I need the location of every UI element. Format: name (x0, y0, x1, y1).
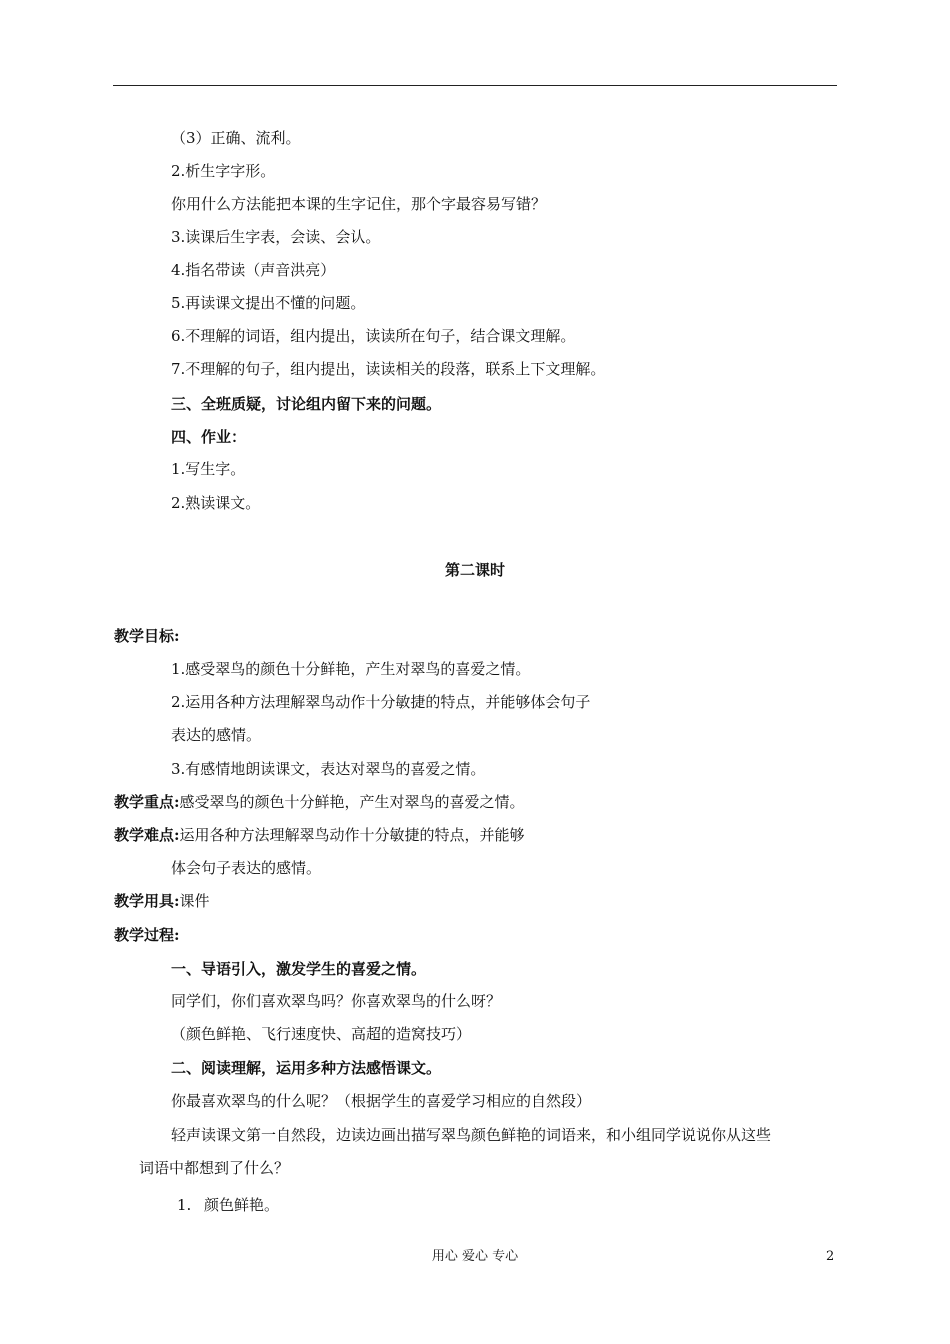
key-label: 教学重点: (114, 793, 180, 811)
section-heading: 二、阅读理解，运用多种方法感悟课文。 (171, 1059, 442, 1077)
text-line: 2.析生字字形。 (171, 162, 276, 180)
diff-label: 教学难点: (114, 826, 180, 844)
text-line: 颜色鲜艳。 (204, 1196, 280, 1214)
text-line: （3）正确、流利。 (171, 129, 301, 147)
text-line: 1.感受翠鸟的颜色十分鲜艳，产生对翠鸟的喜爱之情。 (171, 660, 531, 678)
text-line: 2.熟读课文。 (171, 494, 261, 512)
text-line: 3.有感情地朗读课文，表达对翠鸟的喜爱之情。 (171, 760, 486, 778)
text-line: 你最喜欢翠鸟的什么呢？（根据学生的喜爱学习相应的自然段） (171, 1092, 592, 1110)
key-text: 感受翠鸟的颜色十分鲜艳，产生对翠鸟的喜爱之情。 (179, 793, 525, 811)
header-rule (113, 85, 837, 86)
diff-text: 运用各种方法理解翠鸟动作十分敏捷的特点，并能够 (179, 826, 525, 844)
text-line: 3.读课后生字表，会读、会认。 (171, 228, 381, 246)
text-line: 5.再读课文提出不懂的问题。 (171, 294, 366, 312)
text-line: 同学们，你们喜欢翠鸟吗？你喜欢翠鸟的什么呀？ (171, 992, 502, 1010)
text-line: 体会句子表达的感情。 (171, 859, 322, 877)
key-point-line (114, 792, 525, 812)
text-line: 你用什么方法能把本课的生字记住，那个字最容易写错？ (171, 195, 547, 213)
difficulty-line (114, 825, 525, 845)
text-line: 4.指名带读（声音洪亮） (171, 261, 336, 279)
tool-text: 课件 (179, 892, 210, 910)
page-footer: 用心 爱心 专心 (431, 1249, 519, 1264)
text-line: 表达的感情。 (171, 726, 262, 744)
section-heading: 四、作业： (171, 428, 247, 446)
section-title: 第二课时 (444, 561, 505, 579)
section-heading: 一、导语引入，激发学生的喜爱之情。 (171, 960, 427, 978)
tool-line (114, 891, 210, 911)
text-line: 7.不理解的句子，组内提出，读读相关的段落，联系上下文理解。 (171, 360, 606, 378)
text-line: （颜色鲜艳、飞行速度快、高超的造窝技巧） (171, 1025, 472, 1043)
goal-label: 教学目标: (114, 627, 180, 645)
text-line: 2.运用各种方法理解翠鸟动作十分敏捷的特点，并能够体会句子 (171, 693, 591, 711)
process-label: 教学过程: (114, 926, 180, 944)
section-heading: 三、全班质疑，讨论组内留下来的问题。 (171, 395, 442, 413)
text-line: 1.写生字。 (171, 460, 246, 478)
list-number: 1. (177, 1196, 192, 1214)
text-line: 轻声读课文第一自然段，边读边画出描写翠鸟颜色鲜艳的词语来，和小组同学说说你从这些 (171, 1126, 772, 1144)
page-number: 2 (826, 1249, 835, 1264)
tool-label: 教学用具: (114, 892, 180, 910)
text-line: 6.不理解的词语，组内提出，读读所在句子，结合课文理解。 (171, 327, 576, 345)
text-line: 词语中都想到了什么？ (139, 1159, 290, 1177)
